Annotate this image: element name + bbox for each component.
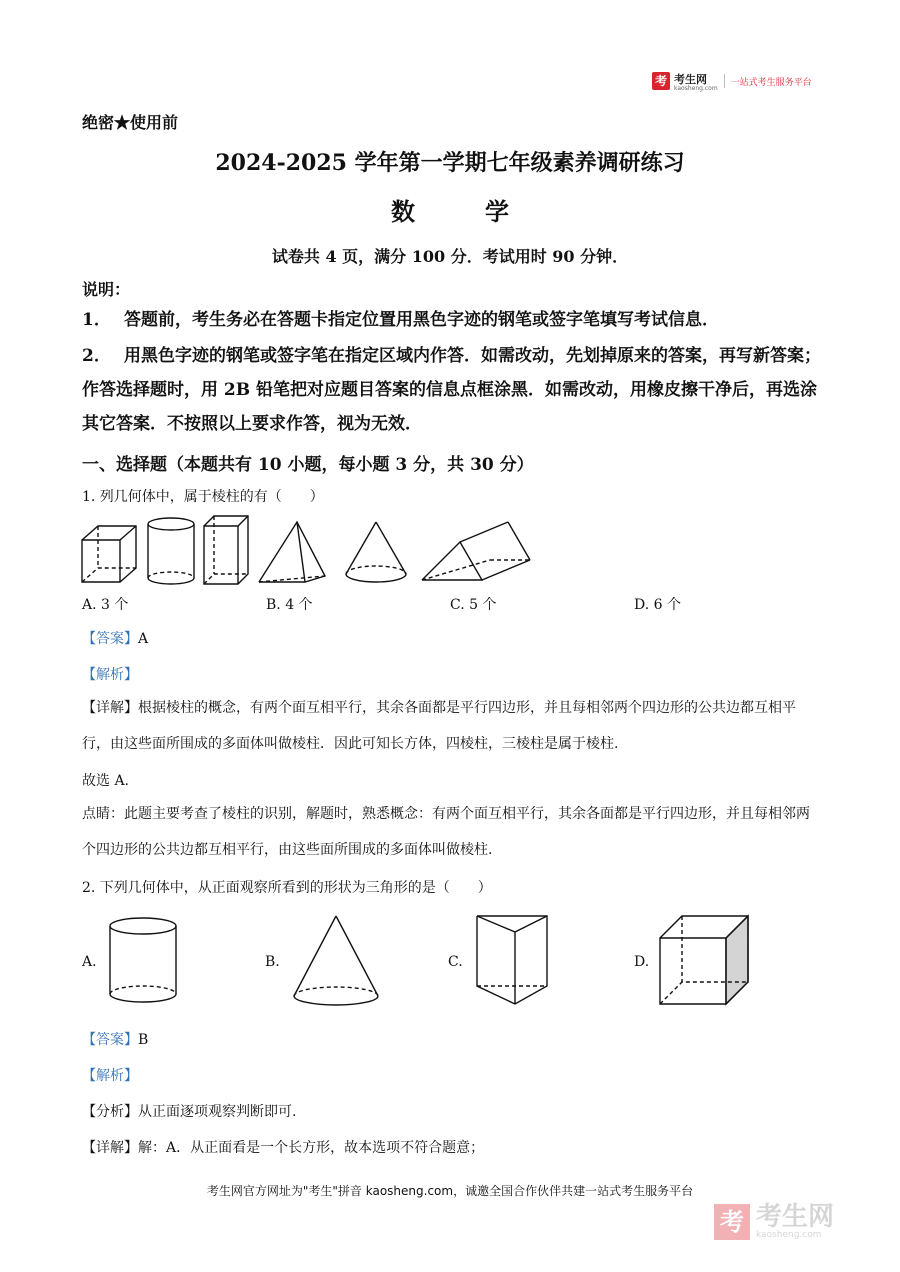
answer-value: B [138, 1032, 149, 1048]
detail-text: 解：A．从正面看是一个长方形，故本选项不符合题意； [138, 1140, 485, 1156]
q2-answer [82, 1029, 148, 1049]
note-item [82, 303, 822, 337]
q2-detail [82, 1137, 484, 1157]
triangular-prism-icon [475, 914, 549, 1006]
exam-title: 2024-2025 学年第一学期七年级素养调研练习 [215, 150, 685, 176]
note-number: 1． [82, 310, 111, 330]
detail-tag: 【详解】 [82, 700, 138, 716]
cone-icon [292, 914, 380, 1006]
note-text: 答题前，考生务必在答题卡指定位置用黑色字迹的钢笔或签字笔填写考试信息． [124, 310, 719, 330]
answer-tag: 【答案】 [82, 1032, 138, 1048]
q1-detail [82, 690, 822, 762]
cylinder-icon [108, 916, 178, 1006]
watermark-logo [714, 1204, 834, 1240]
q2-analysis [82, 1065, 138, 1085]
note-text: 用黑色字迹的钢笔或签字笔在指定区域内作答．如需改动，先划掉原来的答案，再写新答案；作答选择题时，用 2B 铅笔把对应题目答案的信息点框涂黑．如需改动，用橡皮擦干净后，再选涂其它答案．不按照以上要求作答，视为无效． [82, 346, 821, 434]
watermark-domain: kaosheng.com [756, 1230, 822, 1240]
q2-option-d: D. [634, 954, 650, 970]
q2-stem: 2. 下列几何体中，从正面观察所看到的形状为三角形的是（ ） [82, 880, 492, 896]
q1-option-a: A. 3 个 [82, 597, 129, 613]
paper-info: 试卷共 4 页，满分 100 分．考试用时 90 分钟． [271, 247, 629, 266]
q2-option-c: C. [448, 954, 463, 970]
answer-value: A [138, 631, 149, 647]
q2-analysis-line [82, 1101, 296, 1121]
cone-icon [344, 520, 408, 584]
square-prism-icon [202, 514, 250, 586]
analysis-tag: 【解析】 [82, 667, 138, 683]
logo-divider [724, 74, 725, 88]
q1-option-c: C. 5 个 [450, 597, 497, 613]
logo-mark-icon: 考 [652, 72, 670, 90]
q1-stem: 1. 列几何体中，属于棱柱的有（ ） [82, 489, 324, 505]
subject-title: 数学 [391, 197, 579, 226]
watermark-mark-icon: 考 [714, 1204, 750, 1240]
notes-heading: 说明： [82, 280, 131, 299]
triangular-prism-icon [420, 520, 532, 584]
q2-option-a: A. [82, 954, 97, 970]
detail-text: 根据棱柱的概念，有两个面互相平行，其余各面都是平行四边形，并且每相邻两个四边形的公共边都互相平行，由这些面所围成的多面体叫做棱柱．因此可知长方体，四棱柱，三棱柱是属于棱柱. [82, 700, 796, 752]
q1-conclusion: 故选 A. [82, 773, 130, 789]
confidential-label: 绝密★使用前 [82, 113, 179, 132]
q1-analysis [82, 664, 138, 684]
q2-option-b: B. [265, 954, 280, 970]
triangular-pyramid-icon [257, 520, 327, 584]
logo-domain: kaosheng.com [674, 85, 718, 92]
section-heading: 一、选择题（本题共有 10 小题，每小题 3 分，共 30 分） [82, 455, 534, 475]
cuboid-icon [80, 522, 138, 584]
q1-answer [82, 628, 148, 648]
note-number: 2． [82, 346, 111, 366]
logo-name: 考生网 [674, 73, 707, 86]
analysis-text: 从正面逐项观察判断即可. [138, 1104, 297, 1120]
watermark-name: 考生网 [756, 1202, 835, 1232]
q1-comment: 点睛：此题主要考查了棱柱的识别，解题时，熟悉概念：有两个面互相平行，其余各面都是平行四边形，并且每相邻两个四边形的公共边都互相平行，由这些面所围成的多面体叫做棱柱. [82, 806, 810, 858]
answer-tag: 【答案】 [82, 631, 138, 647]
q1-option-d: D. 6 个 [634, 597, 681, 613]
detail-tag: 【详解】 [82, 1140, 138, 1156]
footer-text: 考生网官方网址为"考生"拼音 kaosheng.com，诚邀全国合作伙伴共建一站式考生服务平台 [206, 1184, 694, 1198]
cylinder-icon [146, 516, 196, 586]
cube-icon [658, 914, 752, 1006]
analysis-label: 【分析】 [82, 1104, 138, 1120]
analysis-tag: 【解析】 [82, 1068, 138, 1084]
note-item [82, 339, 822, 441]
q1-option-b: B. 4 个 [266, 597, 313, 613]
logo-slogan: 一站式考生服务平台 [730, 77, 812, 88]
kaosheng-logo[interactable] [652, 70, 812, 92]
